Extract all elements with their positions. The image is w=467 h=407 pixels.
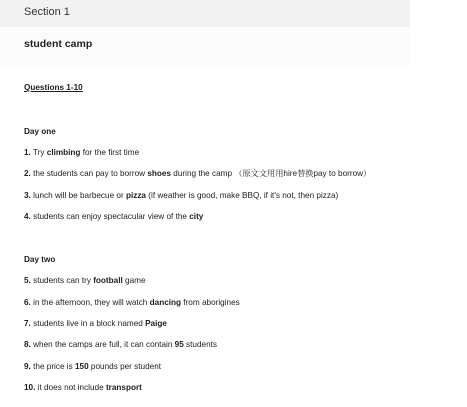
question-text-pre: students live in a block named bbox=[30, 319, 146, 328]
day-two-heading: Day two bbox=[24, 255, 56, 264]
section-header bbox=[0, 0, 410, 27]
question-text-pre: it does not include bbox=[35, 383, 106, 392]
question-text-post: for the first time bbox=[80, 148, 140, 157]
question-2 bbox=[24, 168, 371, 179]
question-text-post: pounds per student bbox=[88, 362, 162, 371]
question-7 bbox=[24, 318, 167, 329]
question-number: 8. bbox=[24, 340, 31, 349]
question-number: 10. bbox=[24, 383, 36, 392]
answer-keyword: climbing bbox=[46, 148, 81, 157]
answer-keyword: Paige bbox=[145, 319, 167, 328]
answer-keyword: pizza bbox=[125, 191, 146, 200]
question-number: 4. bbox=[24, 212, 31, 221]
question-9 bbox=[24, 361, 161, 372]
question-number: 2. bbox=[24, 169, 31, 178]
question-number: 3. bbox=[24, 191, 31, 200]
answer-keyword: 150 bbox=[74, 362, 89, 371]
question-1 bbox=[24, 147, 139, 158]
answer-keyword: city bbox=[189, 212, 204, 221]
answer-keyword: dancing bbox=[149, 298, 182, 307]
question-text-pre: lunch will be barbecue or bbox=[30, 191, 126, 200]
question-text-pre: Try bbox=[30, 148, 47, 157]
question-number: 6. bbox=[24, 298, 31, 307]
question-text-pre: when the camps are full, it can contain bbox=[30, 340, 175, 349]
question-number: 1. bbox=[24, 148, 31, 157]
question-text-post: (if weather is good, make BBQ, if it's not, then pizza) bbox=[146, 191, 339, 200]
question-text-pre: students can enjoy spectacular view of the bbox=[30, 212, 190, 221]
question-number: 7. bbox=[24, 319, 31, 328]
question-text-pre: the students can pay to borrow bbox=[30, 169, 148, 178]
question-text-pre: students can try bbox=[30, 276, 94, 285]
answer-keyword: transport bbox=[105, 383, 142, 392]
question-3 bbox=[24, 190, 338, 201]
answer-keyword: 95 bbox=[174, 340, 184, 349]
question-5 bbox=[24, 275, 146, 286]
question-4 bbox=[24, 211, 203, 222]
topic-bar bbox=[0, 27, 410, 65]
question-number: 5. bbox=[24, 276, 31, 285]
question-text-pre: in the afternoon, they will watch bbox=[30, 298, 150, 307]
question-text-post: during the camp （原文文用用hire替换pay to borrow） bbox=[171, 169, 372, 178]
question-8 bbox=[24, 339, 217, 350]
question-text-pre: the price is bbox=[30, 362, 75, 371]
question-6 bbox=[24, 297, 240, 308]
question-text-post: students bbox=[183, 340, 218, 349]
question-10 bbox=[24, 382, 142, 393]
day-one-heading: Day one bbox=[24, 127, 56, 136]
section-label: Section 1 bbox=[24, 6, 70, 18]
answer-keyword: football bbox=[93, 276, 123, 285]
answer-keyword: shoes bbox=[147, 169, 172, 178]
question-number: 9. bbox=[24, 362, 31, 371]
question-text-post: game bbox=[122, 276, 146, 285]
questions-heading: Questions 1-10 bbox=[24, 83, 83, 92]
question-text-post: from aborigines bbox=[181, 298, 240, 307]
topic-title: student camp bbox=[24, 38, 93, 50]
